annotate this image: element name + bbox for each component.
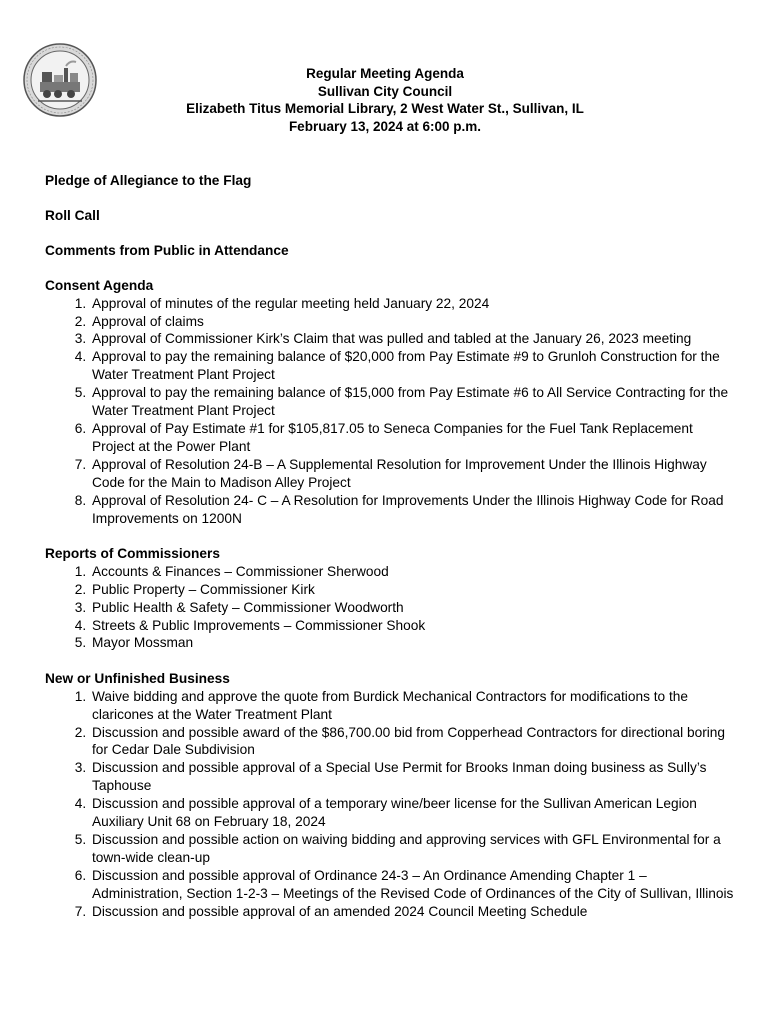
reports-list (45, 563, 735, 653)
list-item: 5. Approval to pay the remaining balance of $15,000 from Pay Estimate #6 to All Service Contracting for the Water Treatment Plant Project (90, 384, 735, 420)
list-item: 7. Approval of Resolution 24-B – A Supplemental Resolution for Improvement Under the Illinois Highway Code for the Main to Madison Alley Project (90, 456, 735, 492)
list-item: 4. Streets & Public Improvements – Commissioner Shook (90, 617, 735, 635)
list-item: 2. Discussion and possible award of the $86,700.00 bid from Copperhead Contractors for directional boring for Cedar Dale Subdivision (90, 724, 735, 760)
public-comments-item: Comments from Public in Attendance (45, 242, 289, 258)
list-item: 8. Approval of Resolution 24- C – A Resolution for Improvements Under the Illinois Highway Code for Road Improvements on 1200N (90, 492, 735, 528)
list-item: 3. Approval of Commissioner Kirk’s Claim that was pulled and tabled at the January 26, 2023 meeting (90, 330, 735, 348)
new-business-title: New or Unfinished Business (45, 670, 230, 686)
reports-section (45, 545, 735, 652)
list-item: 3. Discussion and possible approval of a Special Use Permit for Brooks Inman doing business as Sully’s Taphouse (90, 759, 735, 795)
agenda-body (45, 172, 735, 938)
meeting-date: February 13, 2024 at 6:00 p.m. (288, 118, 482, 134)
list-item: 6. Discussion and possible approval of Ordinance 24-3 – An Ordinance Amending Chapter 1 – Administration, Section 1-2-3 – Meetings of the Revised Code of Ordinances of the City of Sullivan, Illinois (90, 867, 735, 903)
list-item: 1. Accounts & Finances – Commissioner Sherwood (90, 563, 735, 581)
new-business-section (45, 670, 735, 921)
list-item: 2. Approval of claims (90, 313, 735, 331)
list-item: 5. Discussion and possible action on waiving bidding and approving services with GFL Environmental for a town-wide clean-up (90, 831, 735, 867)
list-item: 6. Approval of Pay Estimate #1 for $105,817.05 to Seneca Companies for the Fuel Tank Replacement Project at the Power Plant (90, 420, 735, 456)
list-item: 3. Public Health & Safety – Commissioner Woodworth (90, 599, 735, 617)
consent-agenda-section (45, 277, 735, 528)
list-item: 1. Waive bidding and approve the quote from Burdick Mechanical Contractors for modifications to the claricones at the Water Treatment Plant (90, 688, 735, 724)
list-item: 1. Approval of minutes of the regular meeting held January 22, 2024 (90, 295, 735, 313)
consent-agenda-list (45, 295, 735, 528)
roll-call-item: Roll Call (45, 207, 100, 223)
new-business-list (45, 688, 735, 921)
consent-agenda-title: Consent Agenda (45, 277, 154, 293)
list-item: 4. Discussion and possible approval of a temporary wine/beer license for the Sullivan American Legion Auxiliary Unit 68 on February 18, 2024 (90, 795, 735, 831)
meeting-location: Elizabeth Titus Memorial Library, 2 West Water St., Sullivan, IL (186, 101, 584, 116)
reports-title: Reports of Commissioners (45, 545, 220, 561)
agenda-header (0, 65, 770, 135)
council-name: Sullivan City Council (317, 83, 453, 99)
list-item: 2. Public Property – Commissioner Kirk (90, 581, 735, 599)
list-item: 7. Discussion and possible approval of an amended 2024 Council Meeting Schedule (90, 903, 735, 921)
list-item: 4. Approval to pay the remaining balance of $20,000 from Pay Estimate #9 to Grunloh Construction for the Water Treatment Plant Project (90, 348, 735, 384)
list-item: 5. Mayor Mossman (90, 634, 735, 652)
agenda-title: Regular Meeting Agenda (306, 66, 464, 81)
pledge-item: Pledge of Allegiance to the Flag (45, 173, 252, 188)
